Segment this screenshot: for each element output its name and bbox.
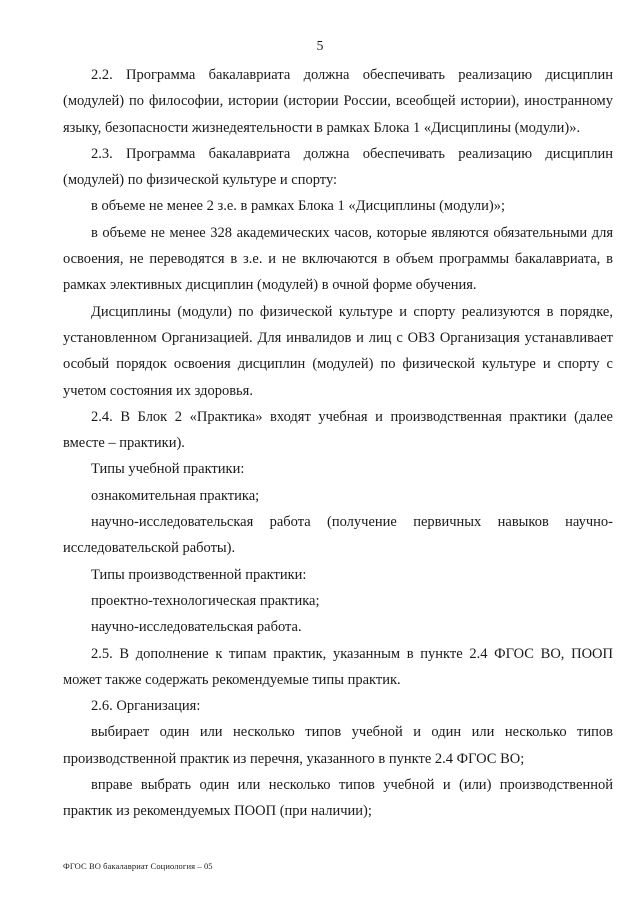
page-footer: ФГОС ВО бакалавриат Социология – 05 bbox=[63, 861, 213, 871]
paragraph-2-6-item-1: выбирает один или несколько типов учебной и один или несколько типов производственной практик из перечня, указанного в пункте 2.4 ФГОС ВО; bbox=[63, 724, 613, 767]
paragraph-2-6: 2.6. Организация: bbox=[91, 698, 201, 715]
list-item-research-work-production: научно-исследовательская работа. bbox=[91, 619, 302, 636]
paragraph-2-6-item-2: вправе выбрать один или несколько типов учебной и (или) производственной практик из рекомендуемых ПООП (при наличии); bbox=[63, 777, 613, 820]
paragraph-2-3-item-2: в объеме не менее 328 академических часов, которые являются обязательными для освоения, не переводятся в з.е. и не включаются в объем программы бакалавриата, в рамках элективных дисциплин (модулей) в очной форме обучения. bbox=[63, 224, 613, 294]
paragraph-2-2: 2.2. Программа бакалавриата должна обеспечивать реализацию дисциплин (модулей) по философии, истории (истории России, всеобщей истории), иностранному языку, безопасности жизнедеятельности в рамках Блока 1 «Дисциплины (модули)». bbox=[63, 67, 613, 136]
list-item-introductory-practice: ознакомительная практика; bbox=[91, 487, 260, 504]
list-item-research-work: научно-исследовательская работа (получение первичных навыков научно-исследовательской работы). bbox=[63, 514, 613, 557]
document-body bbox=[63, 62, 613, 825]
page-number: 5 bbox=[316, 38, 324, 53]
paragraph-production-practice-types: Типы производственной практики: bbox=[91, 566, 307, 583]
paragraph-2-3-item-1: в объеме не менее 2 з.е. в рамках Блока 1 «Дисциплины (модули)»; bbox=[91, 198, 506, 215]
paragraph-2-4: 2.4. В Блок 2 «Практика» входят учебная и производственная практики (далее вместе – практики). bbox=[63, 408, 613, 452]
paragraph-2-5: 2.5. В дополнение к типам практик, указанным в пункте 2.4 ФГОС ВО, ПООП может также содержать рекомендуемые типы практик. bbox=[63, 645, 613, 688]
list-item-project-technological-practice: проектно-технологическая практика; bbox=[91, 592, 320, 609]
paragraph-physical-culture: Дисциплины (модули) по физической культуре и спорту реализуются в порядке, установленном Организацией. Для инвалидов и лиц с ОВЗ Организация устанавливает особый порядок освоения дисциплин (модулей) по физической культуре и спорту с учетом состояния их здоровья. bbox=[63, 303, 613, 399]
paragraph-2-3: 2.3. Программа бакалавриата должна обеспечивать реализацию дисциплин (модулей) по физической культуре и спорту: bbox=[63, 145, 613, 189]
paragraph-educational-practice-types: Типы учебной практики: bbox=[91, 461, 245, 478]
